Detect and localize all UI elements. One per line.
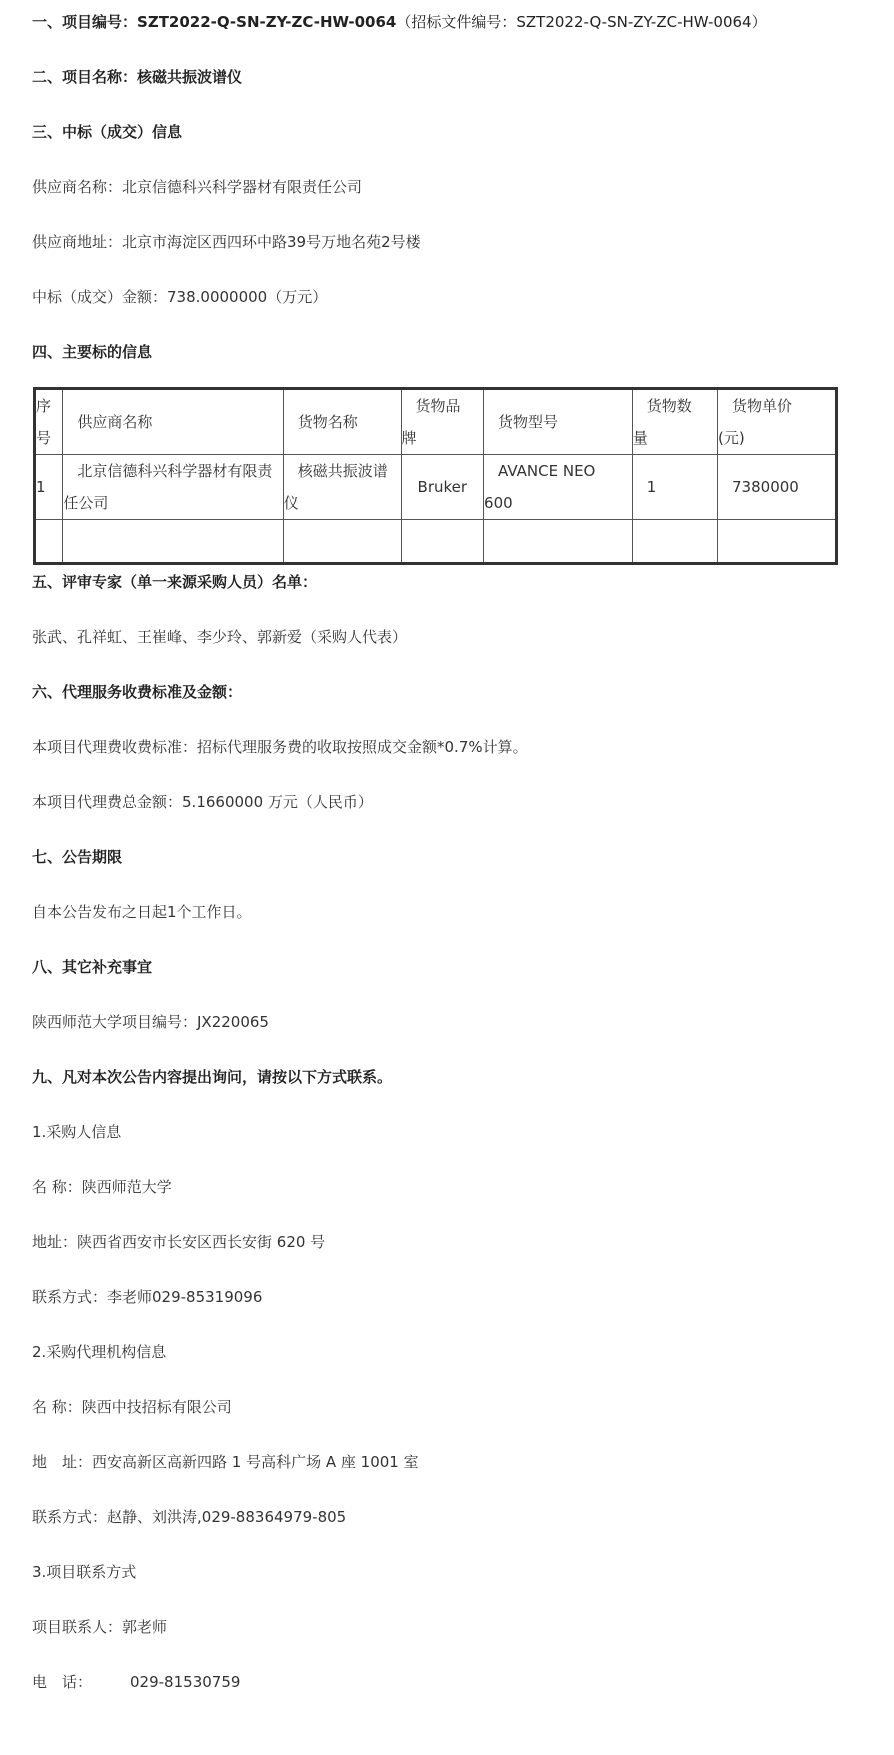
contact-heading: 九、凡对本次公告内容提出询问，请按以下方式联系。 — [32, 1068, 393, 1086]
notice-period-heading: 七、公告期限 — [32, 848, 123, 866]
bid-amount: 中标（成交）金额：738.0000000（万元） — [32, 288, 328, 306]
cell-no: 1 — [35, 455, 63, 520]
cell-price: 7380000 — [718, 455, 837, 520]
experts-heading: 五、评审专家（单一来源采购人员）名单： — [32, 573, 318, 591]
project-phone — [32, 1672, 240, 1692]
supplier-address: 供应商地址：北京市海淀区西四环中路39号万地名苑2号楼 — [32, 233, 421, 251]
main-items-heading: 四、主要标的信息 — [32, 343, 153, 361]
header-model: 货物型号 — [484, 389, 633, 455]
notice-period: 自本公告发布之日起1个工作日。 — [32, 903, 252, 921]
fee-total: 本项目代理费总金额：5.1660000 万元（人民币） — [32, 793, 373, 811]
agency-contact: 联系方式：赵静、刘洪涛,029-88364979-805 — [32, 1508, 347, 1526]
agency-address: 地 址：西安高新区高新四路 1 号高科广场 A 座 1001 室 — [32, 1453, 419, 1471]
project-name-heading: 二、项目名称：核磁共振波谱仪 — [32, 68, 243, 86]
project-contact-person: 项目联系人：郭老师 — [32, 1618, 168, 1636]
cell-brand: Bruker — [401, 455, 484, 520]
header-supplier: 供应商名称 — [63, 389, 283, 455]
purchaser-name: 名 称：陕西师范大学 — [32, 1178, 172, 1196]
cell-model: AVANCE NEO 600 — [484, 455, 633, 520]
purchaser-contact: 联系方式：李老师029-85319096 — [32, 1288, 263, 1306]
purchaser-address: 地址：陕西省西安市长安区西长安街 620 号 — [32, 1233, 326, 1251]
header-brand: 货物品 牌 — [401, 389, 484, 455]
project-contact-title: 3.项目联系方式 — [32, 1563, 137, 1581]
project-phone-label: 电 话： — [32, 1673, 93, 1691]
fee-standard: 本项目代理费收费标准：招标代理服务费的收取按照成交金额*0.7%计算。 — [32, 738, 528, 756]
header-qty: 货物数 量 — [632, 389, 717, 455]
cell-supplier: 北京信德科兴科学器材有限责 任公司 — [63, 455, 283, 520]
supplier-name: 供应商名称：北京信德科兴科学器材有限责任公司 — [32, 178, 363, 196]
snnu-project-code: 陕西师范大学项目编号：JX220065 — [32, 1013, 269, 1031]
header-no: 序 号 — [35, 389, 63, 455]
agency-title: 2.采购代理机构信息 — [32, 1343, 167, 1361]
agency-name: 名 称：陕西中技招标有限公司 — [32, 1398, 232, 1416]
project-phone-number: 029-81530759 — [130, 1673, 241, 1691]
cell-goods: 核磁共振波谱 仪 — [283, 455, 401, 520]
main-items-table — [33, 387, 838, 565]
tender-doc-number: （招标文件编号：SZT2022-Q-SN-ZY-ZC-HW-0064） — [396, 13, 767, 31]
project-number-code: SZT2022-Q-SN-ZY-ZC-HW-0064 — [137, 13, 397, 31]
header-goods: 货物名称 — [283, 389, 401, 455]
project-number-label: 一、项目编号： — [32, 13, 138, 31]
agency-fee-heading: 六、代理服务收费标准及金额： — [32, 683, 243, 701]
project-number-heading — [32, 12, 767, 32]
cell-qty: 1 — [632, 455, 717, 520]
supplement-heading: 八、其它补充事宜 — [32, 958, 153, 976]
header-price: 货物单价 (元) — [718, 389, 837, 455]
award-info-heading: 三、中标（成交）信息 — [32, 123, 183, 141]
table-row — [35, 455, 837, 520]
table-row-empty — [35, 520, 837, 564]
purchaser-title: 1.采购人信息 — [32, 1123, 122, 1141]
table-header-row — [35, 389, 837, 455]
experts-list: 张武、孔祥虹、王崔峰、李少玲、郭新爱（采购人代表） — [32, 628, 408, 646]
